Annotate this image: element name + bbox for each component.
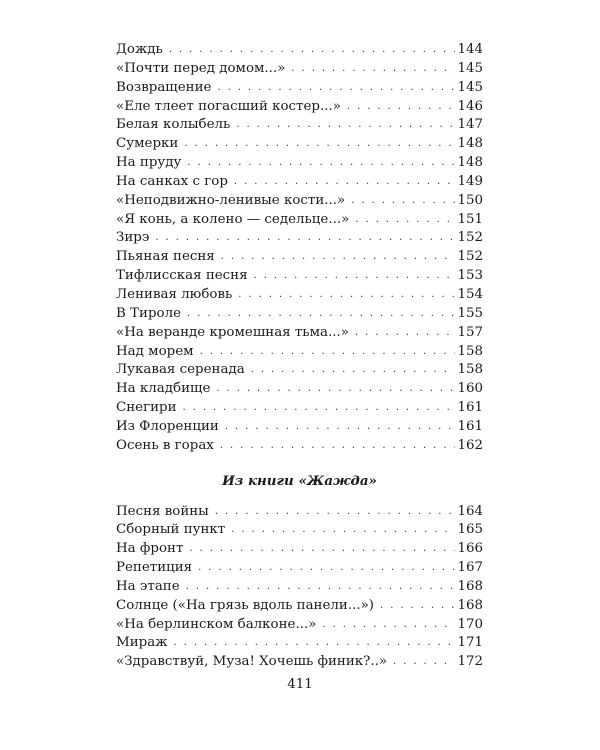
toc-entry: [116, 60, 483, 79]
dot-leader: [238, 286, 455, 305]
dot-leader: [393, 653, 455, 672]
toc-entry: [116, 116, 483, 135]
dot-leader: [236, 116, 455, 135]
toc-entry-title: Песня войны: [116, 503, 209, 519]
dot-leader: [221, 248, 456, 267]
toc-entry: [116, 211, 483, 230]
toc-entry: [116, 343, 483, 362]
toc-entry-title: Репетиция: [116, 560, 193, 576]
toc-entry-title: «Здравствуй, Муза! Хочешь финик?..»: [116, 654, 388, 670]
toc-entry: [116, 79, 483, 98]
toc-entry-page: 152: [457, 249, 483, 265]
toc-entry: [116, 653, 483, 672]
dot-leader: [351, 192, 455, 211]
toc-entry: [116, 154, 483, 173]
toc-entry-title: На санках с гор: [116, 173, 228, 189]
toc-entry-title: Белая колыбель: [116, 117, 231, 133]
dot-leader: [231, 521, 455, 540]
toc-entry: [116, 559, 483, 578]
dot-leader: [174, 634, 456, 653]
dot-leader: [187, 305, 455, 324]
toc-entry-title: Сборный пункт: [116, 522, 226, 538]
toc-entry-title: «Еле тлеет погасший костер...»: [116, 98, 341, 114]
dot-leader: [251, 361, 456, 380]
toc-entry-page: 149: [457, 173, 483, 189]
toc-entry: [116, 380, 483, 399]
dot-leader: [183, 399, 456, 418]
toc-entry-page: 170: [457, 616, 483, 632]
toc-entry: [116, 634, 483, 653]
toc-entry-page: 148: [457, 136, 483, 152]
dot-leader: [220, 437, 456, 456]
toc-entry-page: 168: [457, 597, 483, 613]
toc-entry-page: 146: [457, 98, 483, 114]
toc-entry-title: Тифлисская песня: [116, 268, 248, 284]
toc-entry-page: 145: [457, 79, 483, 95]
toc-entry-title: Осень в горах: [116, 437, 214, 453]
toc-entry: [116, 229, 483, 248]
toc-entry-title: «Я конь, а колено — седельце...»: [116, 211, 350, 227]
toc-entry-title: Пьяная песня: [116, 249, 215, 265]
toc-entry: [116, 540, 483, 559]
toc-entry: [116, 521, 483, 540]
toc-entry-page: 157: [457, 324, 483, 340]
toc-entry-title: На кладбище: [116, 381, 211, 397]
dot-leader: [186, 578, 456, 597]
toc-entry-page: 160: [457, 381, 483, 397]
toc-entry: [116, 597, 483, 616]
toc-entry-page: 148: [457, 155, 483, 171]
toc-entry-title: Сумерки: [116, 136, 179, 152]
dot-leader: [189, 540, 455, 559]
toc-list-bottom: [116, 503, 483, 673]
dot-leader: [355, 324, 455, 343]
toc-entry-page: 172: [457, 654, 483, 670]
toc-entry: [116, 173, 483, 192]
toc-entry-title: Лукавая серенада: [116, 362, 245, 378]
dot-leader: [187, 154, 455, 173]
dot-leader: [380, 597, 455, 616]
toc-entry: [116, 267, 483, 286]
toc-entry-page: 151: [457, 211, 483, 227]
toc-entry-title: В Тироле: [116, 305, 182, 321]
toc-entry-title: «На веранде кромешная тьма...»: [116, 324, 349, 340]
page-number: 411: [287, 677, 313, 692]
dot-leader: [217, 79, 455, 98]
toc-entry-title: Мираж: [116, 635, 168, 651]
toc-entry-page: 164: [457, 503, 483, 519]
toc-entry-page: 155: [457, 305, 483, 321]
toc-entry-page: 158: [457, 362, 483, 378]
toc-entry-title: «Почти перед домом...»: [116, 60, 286, 76]
toc-entry-page: 153: [457, 268, 483, 284]
toc-entry-page: 150: [457, 192, 483, 208]
toc-list-top: [116, 41, 483, 456]
toc-entry-title: Над морем: [116, 343, 194, 359]
toc-entry: [116, 437, 483, 456]
toc-entry-title: На пруду: [116, 155, 182, 171]
toc-entry-page: 161: [457, 400, 483, 416]
toc-entry-title: Солнце («На грязь вдоль панели...»): [116, 597, 375, 613]
dot-leader: [254, 267, 456, 286]
toc-entry-page: 165: [457, 522, 483, 538]
toc-entry: [116, 41, 483, 60]
dot-leader: [200, 343, 456, 362]
toc-entry: [116, 578, 483, 597]
toc-entry: [116, 616, 483, 635]
toc-entry-page: 167: [457, 560, 483, 576]
toc-entry: [116, 503, 483, 522]
toc-entry-title: Возвращение: [116, 79, 212, 95]
toc-entry: [116, 135, 483, 154]
dot-leader: [215, 503, 456, 522]
toc-entry-page: 162: [457, 437, 483, 453]
toc-entry-page: 158: [457, 343, 483, 359]
toc-entry-title: Ленивая любовь: [116, 286, 233, 302]
toc-entry-page: 171: [457, 635, 483, 651]
dot-leader: [216, 380, 455, 399]
toc-entry: [116, 192, 483, 211]
toc-entry-title: «На берлинском балконе...»: [116, 616, 317, 632]
toc-entry-page: 161: [457, 418, 483, 434]
toc-entry: [116, 324, 483, 343]
toc-entry-page: 144: [457, 42, 483, 57]
toc-entry-page: 168: [457, 578, 483, 594]
toc-entry: [116, 361, 483, 380]
toc-entry: [116, 98, 483, 117]
toc-entry-page: 147: [457, 117, 483, 133]
toc-entry-page: 166: [457, 541, 483, 557]
toc-entry: [116, 418, 483, 437]
toc-entry-page: 145: [457, 60, 483, 76]
toc-entry-page: 154: [457, 286, 483, 302]
dot-leader: [355, 211, 455, 230]
toc-entry-title: «Неподвижно-ленивые кости...»: [116, 192, 346, 208]
toc-entry-title: На фронт: [116, 541, 184, 557]
dot-leader: [155, 229, 455, 248]
toc-entry-title: Зирэ: [116, 230, 150, 246]
toc-entry: [116, 305, 483, 324]
dot-leader: [225, 418, 456, 437]
toc-entry-title: На этапе: [116, 578, 180, 594]
toc-entry: [116, 399, 483, 418]
toc-entry-page: 152: [457, 230, 483, 246]
toc-entry-title: Из Флоренции: [116, 418, 219, 434]
toc-entry: [116, 286, 483, 305]
dot-leader: [169, 41, 456, 60]
dot-leader: [198, 559, 455, 578]
toc-entry-title: Снегири: [116, 400, 177, 416]
dot-leader: [184, 135, 455, 154]
dot-leader: [234, 173, 456, 192]
dot-leader: [347, 98, 456, 117]
toc-page: [116, 41, 483, 672]
dot-leader: [322, 616, 455, 635]
dot-leader: [291, 60, 455, 79]
toc-entry: [116, 248, 483, 267]
toc-entry-title: Дождь: [116, 42, 163, 57]
section-heading: Из книги «Жажда»: [222, 472, 377, 489]
